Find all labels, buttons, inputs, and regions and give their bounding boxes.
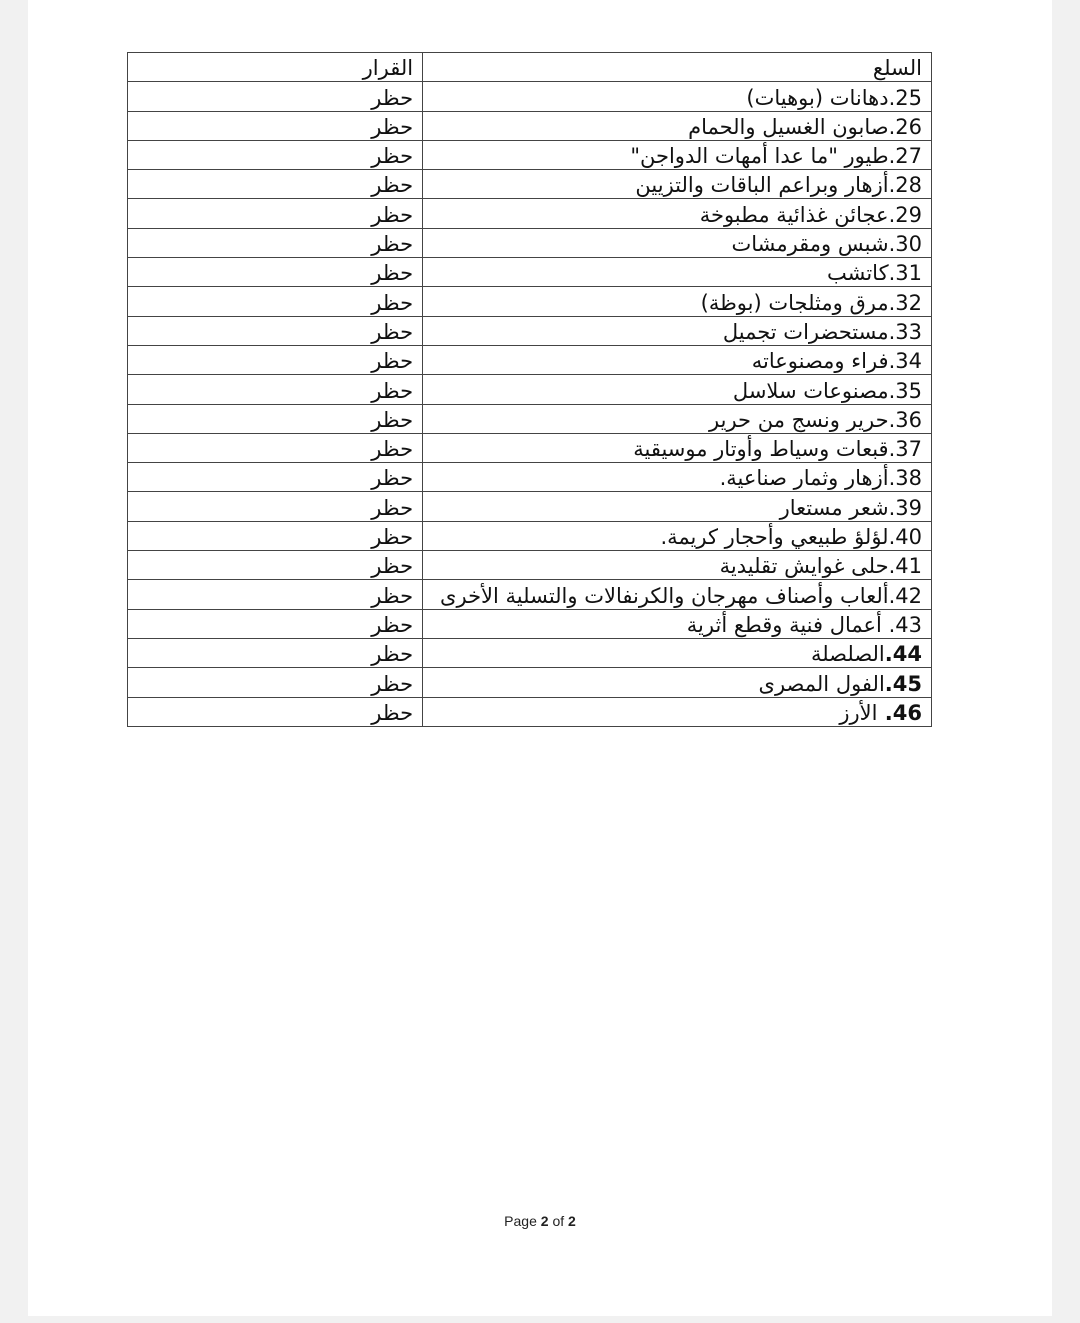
table-row [128,258,932,287]
item-name: قبعات وسياط وأوتار موسيقية [633,437,889,462]
table-row [128,433,932,462]
goods-cell [423,433,932,462]
item-number: 37. [888,437,922,462]
item-number: 45. [884,671,922,696]
goods-cell [423,82,932,111]
goods-cell [423,492,932,521]
goods-cell [423,521,932,550]
table-row [128,345,932,374]
item-number: 39. [888,495,922,520]
item-number: 44. [884,642,922,667]
goods-cell [423,551,932,580]
item-name: الصلصلة [810,642,885,667]
header-decision: القرار [128,53,423,82]
goods-cell [423,463,932,492]
document-page [28,0,1052,1316]
of-label: of [552,1213,565,1229]
goods-cell [423,170,932,199]
goods-cell [423,111,932,140]
goods-decision-table [127,52,932,727]
decision-cell: حظر [128,287,423,316]
table-row [128,521,932,550]
item-number: 33. [888,319,922,344]
table-row [128,492,932,521]
table-row [128,551,932,580]
item-number: 41. [888,554,922,579]
decision-cell: حظر [128,111,423,140]
item-name: عجائن غذائية مطبوخة [699,202,889,227]
table-row [128,668,932,697]
decision-cell: حظر [128,492,423,521]
decision-cell: حظر [128,521,423,550]
decision-cell: حظر [128,404,423,433]
decision-cell: حظر [128,258,423,287]
table-row [128,111,932,140]
item-name: مرق ومثلجات (بوظة) [700,290,889,315]
table-row [128,82,932,111]
goods-cell [423,375,932,404]
item-number: 29. [888,202,922,227]
item-number: 34. [888,349,922,374]
goods-cell [423,316,932,345]
item-name: أزهار وبراعم الباقات والتزيين [635,173,889,198]
goods-cell [423,199,932,228]
item-number: 27. [888,144,922,169]
goods-cell [423,668,932,697]
decision-cell: حظر [128,433,423,462]
table-row [128,316,932,345]
decision-cell: حظر [128,170,423,199]
decision-cell: حظر [128,463,423,492]
item-number: 26. [888,114,922,139]
header-goods: السلع [423,53,932,82]
item-name: الفول المصرى [758,671,885,696]
table-row [128,463,932,492]
page-number [28,1213,1052,1229]
current-page: 2 [540,1213,549,1229]
goods-cell [423,638,932,667]
goods-cell [423,345,932,374]
total-pages: 2 [568,1213,576,1229]
item-name: أعمال فنية وقطع أثرية [686,612,882,637]
goods-cell [423,580,932,609]
table-row [128,140,932,169]
table-row [128,580,932,609]
table-row [128,697,932,726]
item-number: 25. [888,85,922,110]
item-name: أزهار وثمار صناعية. [719,466,889,491]
item-name: حرير ونسج من حرير [709,407,889,432]
goods-cell [423,258,932,287]
table-row [128,228,932,257]
item-name: مستحضرات تجميل [722,319,889,344]
decision-cell: حظر [128,140,423,169]
item-name: حلى غوايش تقليدية [719,554,889,579]
table-row [128,609,932,638]
decision-cell: حظر [128,345,423,374]
decision-cell: حظر [128,228,423,257]
page-label: Page [504,1213,537,1229]
item-name: الأرز [839,700,878,725]
item-number: 40. [888,525,922,550]
table-row [128,199,932,228]
item-number: 28. [888,173,922,198]
decision-cell: حظر [128,375,423,404]
item-name: مصنوعات سلاسل [732,378,889,403]
goods-cell [423,697,932,726]
decision-cell: حظر [128,551,423,580]
table-row [128,638,932,667]
item-number: 30. [888,232,922,257]
decision-cell: حظر [128,82,423,111]
item-name: صابون الغسيل والحمام [688,114,889,139]
item-number: 38. [888,466,922,491]
table-header-row [128,53,932,82]
goods-cell [423,228,932,257]
item-name: كاتشب [826,261,889,286]
decision-cell: حظر [128,199,423,228]
item-name: طيور "ما عدا أمهات الدواجن" [630,144,889,169]
decision-cell: حظر [128,316,423,345]
goods-cell [423,287,932,316]
item-number: 31. [888,261,922,286]
decision-cell: حظر [128,580,423,609]
decision-cell: حظر [128,668,423,697]
decision-cell: حظر [128,638,423,667]
item-number: 43. [881,612,922,637]
item-name: لؤلؤ طبيعي وأحجار كريمة. [660,525,889,550]
item-name: ألعاب وأصناف مهرجان والكرنفالات والتسلية الأخرى [440,583,889,608]
item-name: شبس ومقرمشات [731,232,889,257]
item-number: 46. [877,700,922,725]
table-row [128,404,932,433]
decision-cell: حظر [128,609,423,638]
item-name: فراء ومصنوعاته [751,349,889,374]
table-row [128,375,932,404]
decision-cell: حظر [128,697,423,726]
item-number: 36. [888,407,922,432]
goods-cell [423,140,932,169]
table-row [128,287,932,316]
item-number: 32. [888,290,922,315]
item-number: 42. [888,583,922,608]
goods-cell [423,609,932,638]
goods-cell [423,404,932,433]
table-row [128,170,932,199]
item-number: 35. [888,378,922,403]
item-name: دهانات (بوهيات) [746,85,889,110]
item-name: شعر مستعار [779,495,889,520]
